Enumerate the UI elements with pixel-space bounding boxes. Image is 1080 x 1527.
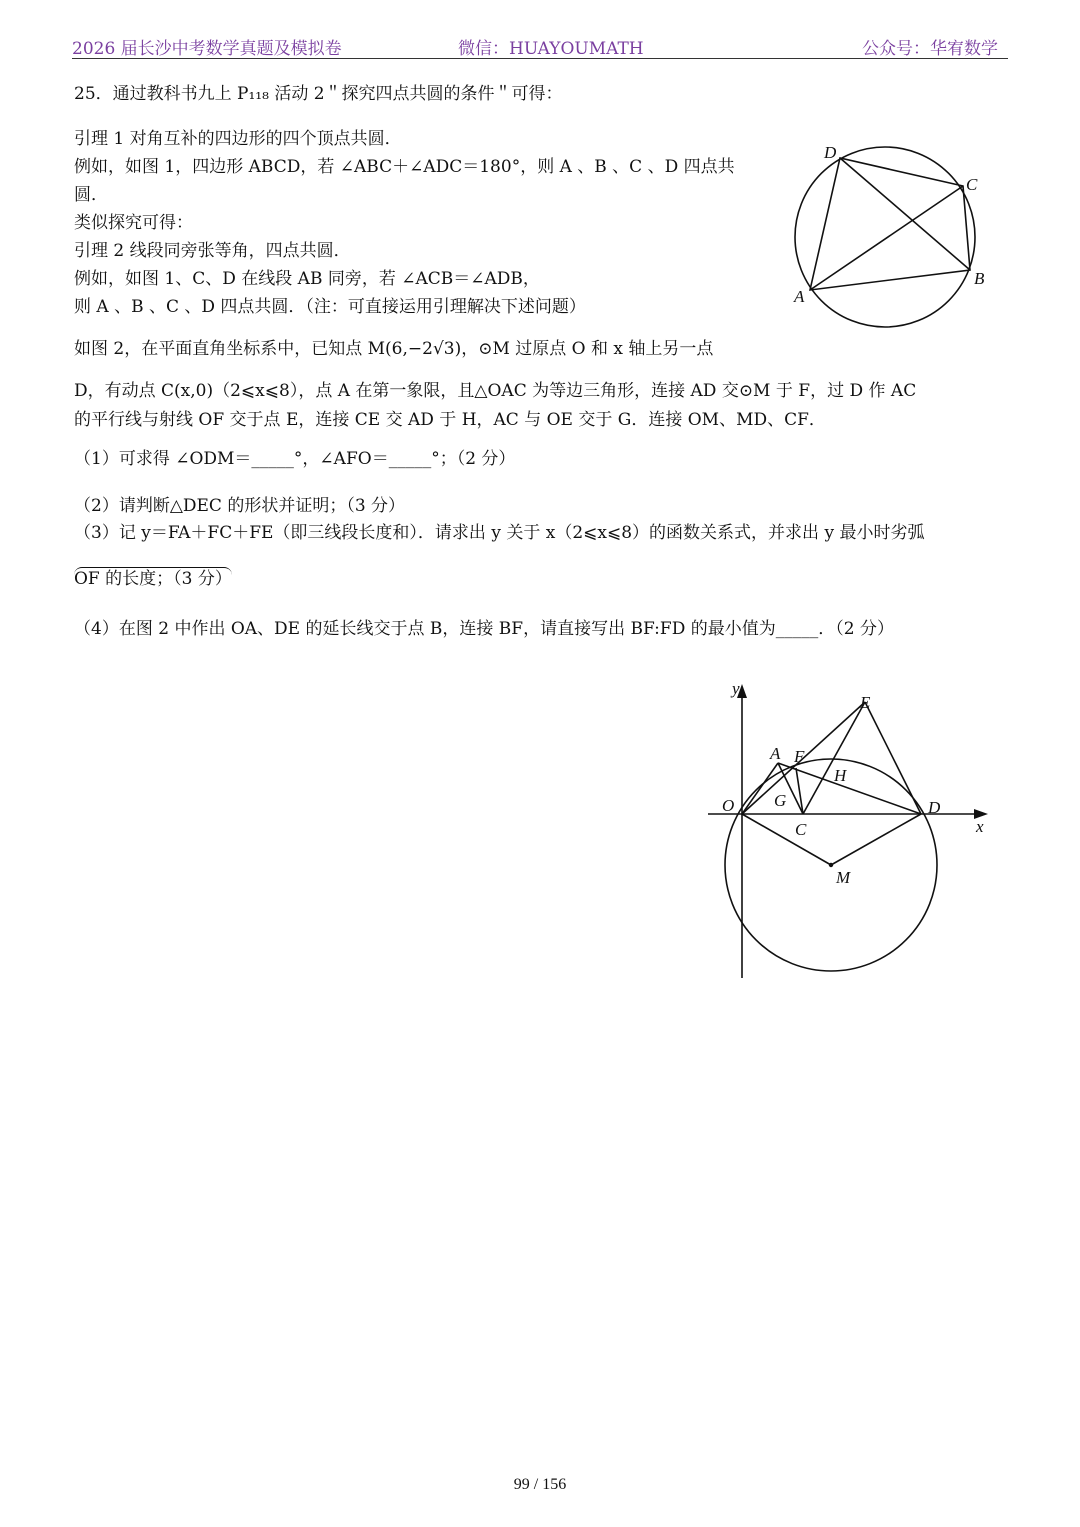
page-header — [72, 32, 1008, 59]
fig2-label-e: E — [860, 693, 871, 712]
similar-text: 类似探究可得： — [74, 213, 193, 233]
question-3-cont — [74, 568, 232, 590]
example-1: 例如，如图 1，四边形 ABCD，若 ∠ABC＋∠ADC＝180°，则 A 、B 、C 、D 四点共 — [74, 157, 735, 177]
figure-1-cyclic-quadrilateral — [780, 140, 1010, 335]
fig2-label-x: x — [976, 817, 984, 836]
fig1-label-d: D — [824, 143, 837, 162]
header-title: 2026 届长沙中考数学真题及模拟卷 — [72, 39, 342, 59]
setup-line-2: D，有动点 C(x,0)（2⩽x⩽8），点 A 在第一象限，且△OAC 为等边三角形，连接 AD 交⊙M 于 F，过 D 作 AC — [74, 381, 917, 401]
fig2-label-a: A — [770, 744, 781, 763]
arc-of-label: OF 的长度；（3 分） — [74, 569, 232, 589]
lemma-1: 引理 1 对角互补的四边形的四个顶点共圆． — [74, 129, 402, 149]
question-2: （2）请判断△DEC 的形状并证明；（3 分） — [74, 496, 406, 516]
page-number: 99 / 156 — [513, 1476, 567, 1493]
header-wechat: 微信：HUAYOUMATH — [458, 39, 644, 59]
fig2-label-y: y — [732, 680, 740, 698]
fig2-label-f: F — [794, 747, 805, 766]
question-4: （4）在图 2 中作出 OA、DE 的延长线交于点 B，连接 BF，请直接写出 BF:FD 的最小值为_____．（2 分） — [74, 619, 894, 639]
lemma-2: 引理 2 线段同旁张等角，四点共圆． — [74, 241, 351, 261]
fig2-label-d: D — [928, 798, 941, 817]
fig1-label-b: B — [974, 269, 985, 288]
fig2-label-h: H — [834, 766, 847, 785]
fig2-label-m: M — [836, 868, 851, 887]
fig2-label-c: C — [795, 820, 807, 839]
example-1-cont: 圆． — [74, 185, 108, 205]
header-account: 公众号：华宥数学 — [862, 39, 998, 59]
fig1-label-c: C — [966, 175, 978, 194]
example-2: 例如，如图 1、C、D 在线段 AB 同旁，若 ∠ACB＝∠ADB， — [74, 269, 540, 289]
setup-line-3: 的平行线与射线 OF 交于点 E，连接 CE 交 AD 于 H，AC 与 OE 交于 G．连接 OM、MD、CF． — [74, 410, 826, 430]
example-2-cont: 则 A 、B 、C 、D 四点共圆．（注：可直接运用引理解决下述问题） — [74, 297, 586, 317]
question-1: （1）可求得 ∠ODM＝_____°，∠AFO＝_____°；（2 分） — [74, 449, 516, 469]
fig2-label-o: O — [722, 796, 735, 815]
setup-line-1: 如图 2，在平面直角坐标系中，已知点 M(6,−2√3)，⊙M 过原点 O 和 x 轴上另一点 — [74, 339, 714, 359]
figure-2-coordinate-diagram — [700, 680, 1010, 990]
problem-intro: 25．通过教科书九上 P₁₁₈ 活动 2＂探究四点共圆的条件＂可得： — [74, 84, 563, 104]
fig2-label-g: G — [774, 791, 787, 810]
fig1-label-a: A — [794, 287, 805, 306]
question-3: （3）记 y＝FA＋FC＋FE（即三线段长度和）．请求出 y 关于 x（2⩽x⩽8）的函数关系式，并求出 y 最小时劣弧 — [74, 523, 925, 543]
